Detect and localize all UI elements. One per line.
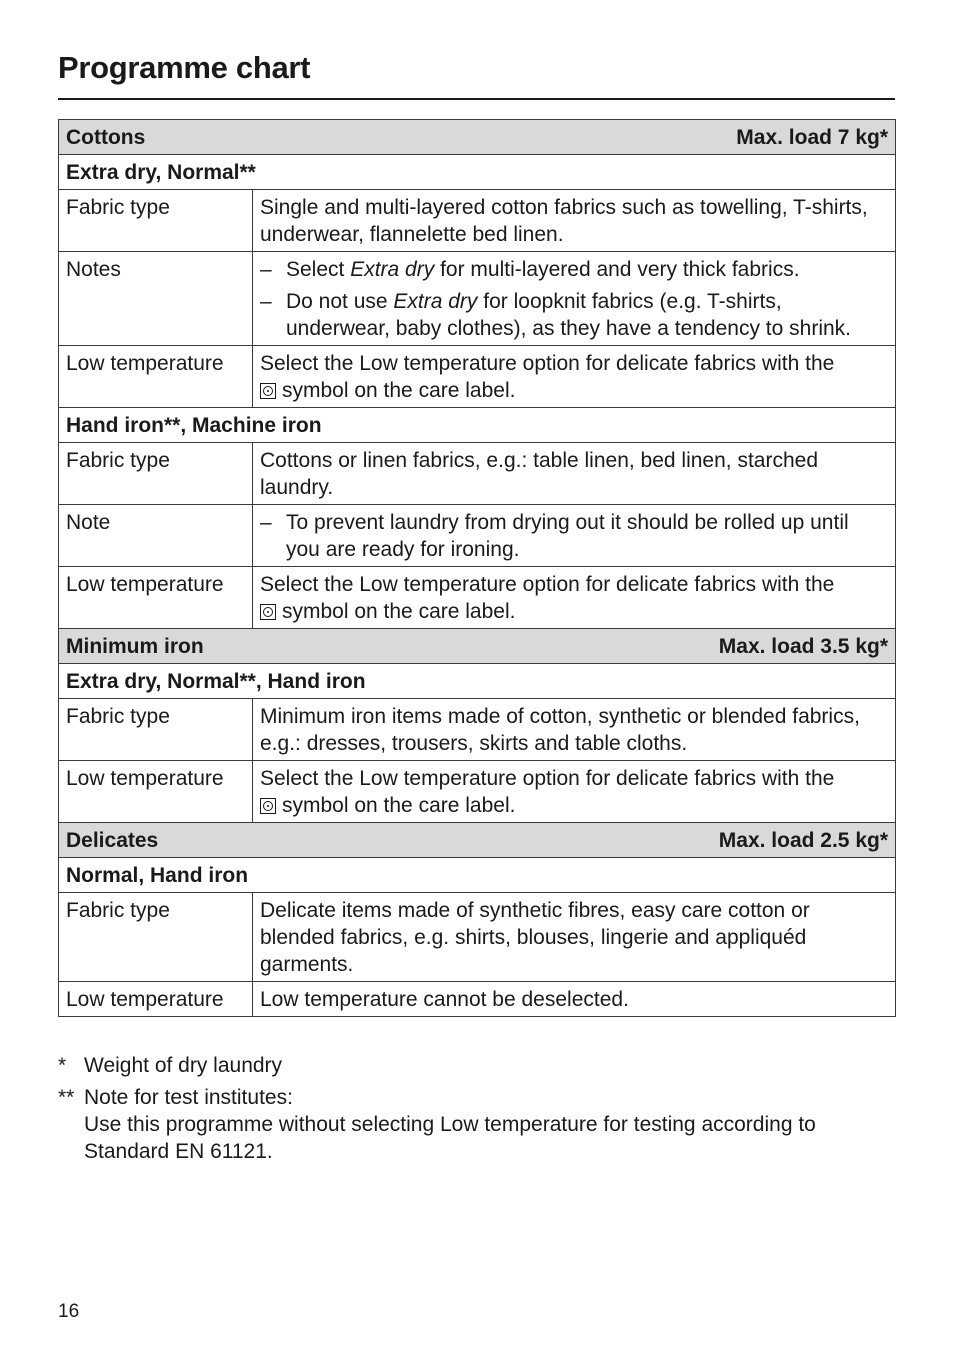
notes-cell bbox=[253, 252, 896, 346]
section-row-cottons bbox=[59, 120, 896, 155]
table-row bbox=[59, 505, 896, 567]
row-label: Fabric type bbox=[59, 893, 253, 982]
page-number: 16 bbox=[58, 1301, 80, 1322]
row-label: Note bbox=[59, 505, 253, 567]
row-text: Select the Low temperature option for delicate fabrics with the symbol on the care label. bbox=[253, 346, 896, 408]
table-row bbox=[59, 252, 896, 346]
section-row-delicates bbox=[59, 823, 896, 858]
notes-cell bbox=[253, 505, 896, 567]
row-label: Notes bbox=[59, 252, 253, 346]
note-item bbox=[260, 509, 888, 563]
tumble-dry-low-care-symbol-icon bbox=[260, 604, 276, 620]
programme-options-row bbox=[59, 408, 896, 443]
max-load: Max. load 3.5 kg* bbox=[718, 635, 888, 658]
footnote bbox=[58, 1084, 888, 1165]
row-text: Single and multi-layered cotton fabrics such as towelling, T-shirts, underwear, flannelette bed linen. bbox=[253, 190, 896, 252]
programme-options: Extra dry, Normal** bbox=[59, 155, 896, 190]
section-name: Cottons bbox=[66, 126, 146, 149]
section-row-minimum-iron bbox=[59, 629, 896, 664]
row-text: Select the Low temperature option for delicate fabrics with the symbol on the care label. bbox=[253, 567, 896, 629]
row-label: Low temperature bbox=[59, 346, 253, 408]
max-load: Max. load 2.5 kg* bbox=[718, 829, 888, 852]
table-row bbox=[59, 982, 896, 1017]
table-row bbox=[59, 346, 896, 408]
footnote-detail: Use this programme without selecting Low temperature for testing according to Standard EN 61121. bbox=[84, 1113, 816, 1163]
programme-options: Normal, Hand iron bbox=[59, 858, 896, 893]
programme-chart-table bbox=[58, 119, 896, 1017]
footnote-mark: * bbox=[58, 1054, 67, 1077]
row-label: Low temperature bbox=[59, 982, 253, 1017]
programme-options-row bbox=[59, 155, 896, 190]
emphasis-extra-dry: Extra dry bbox=[350, 258, 435, 281]
row-text: Delicate items made of synthetic fibres, easy care cotton or blended fabrics, e.g. shirts, blouses, lingerie and appliquéd garments. bbox=[253, 893, 896, 982]
table-row bbox=[59, 699, 896, 761]
note-item bbox=[260, 288, 888, 342]
row-label: Low temperature bbox=[59, 567, 253, 629]
section-name: Delicates bbox=[66, 829, 159, 852]
table-row bbox=[59, 443, 896, 505]
note-item bbox=[260, 256, 888, 283]
row-text: Low temperature cannot be deselected. bbox=[253, 982, 896, 1017]
programme-options: Extra dry, Normal**, Hand iron bbox=[59, 664, 896, 699]
row-text: Cottons or linen fabrics, e.g.: table linen, bed linen, starched laundry. bbox=[253, 443, 896, 505]
programme-options: Hand iron**, Machine iron bbox=[59, 408, 896, 443]
programme-options-row bbox=[59, 664, 896, 699]
row-label: Fabric type bbox=[59, 190, 253, 252]
footnotes bbox=[58, 1052, 888, 1165]
row-label: Low temperature bbox=[59, 761, 253, 823]
row-text: Minimum iron items made of cotton, synthetic or blended fabrics, e.g.: dresses, trousers, skirts and table cloths. bbox=[253, 699, 896, 761]
programme-options-row bbox=[59, 858, 896, 893]
tumble-dry-low-care-symbol-icon bbox=[260, 798, 276, 814]
footnote-text: Note for test institutes: Use this programme without selecting Low temperature for testing according to Standard EN 61121. bbox=[84, 1086, 816, 1163]
table-row bbox=[59, 761, 896, 823]
table-row bbox=[59, 190, 896, 252]
dash-bullet: – bbox=[260, 511, 272, 534]
section-name: Minimum iron bbox=[66, 635, 204, 658]
page-title: Programme chart bbox=[58, 50, 311, 85]
emphasis-extra-dry: Extra dry bbox=[393, 290, 478, 313]
max-load: Max. load 7 kg* bbox=[736, 126, 888, 149]
table-row bbox=[59, 567, 896, 629]
row-label: Fabric type bbox=[59, 443, 253, 505]
note-text: To prevent laundry from drying out it should be rolled up until you are ready for ironing. bbox=[286, 511, 849, 561]
table-row bbox=[59, 893, 896, 982]
note-text: Select Extra dry for multi-layered and very thick fabrics. bbox=[286, 258, 800, 281]
footnote-mark: ** bbox=[58, 1086, 75, 1109]
dash-bullet: – bbox=[260, 258, 272, 281]
footnote-text: Weight of dry laundry bbox=[84, 1054, 283, 1077]
footnote bbox=[58, 1052, 888, 1079]
dash-bullet: – bbox=[260, 290, 272, 313]
title-divider bbox=[58, 98, 895, 100]
row-text: Select the Low temperature option for delicate fabrics with the symbol on the care label. bbox=[253, 761, 896, 823]
note-text: Do not use Extra dry for loopknit fabrics (e.g. T-shirts, underwear, baby clothes), as they have a tendency to shrink. bbox=[286, 290, 852, 340]
row-label: Fabric type bbox=[59, 699, 253, 761]
tumble-dry-low-care-symbol-icon bbox=[260, 383, 276, 399]
